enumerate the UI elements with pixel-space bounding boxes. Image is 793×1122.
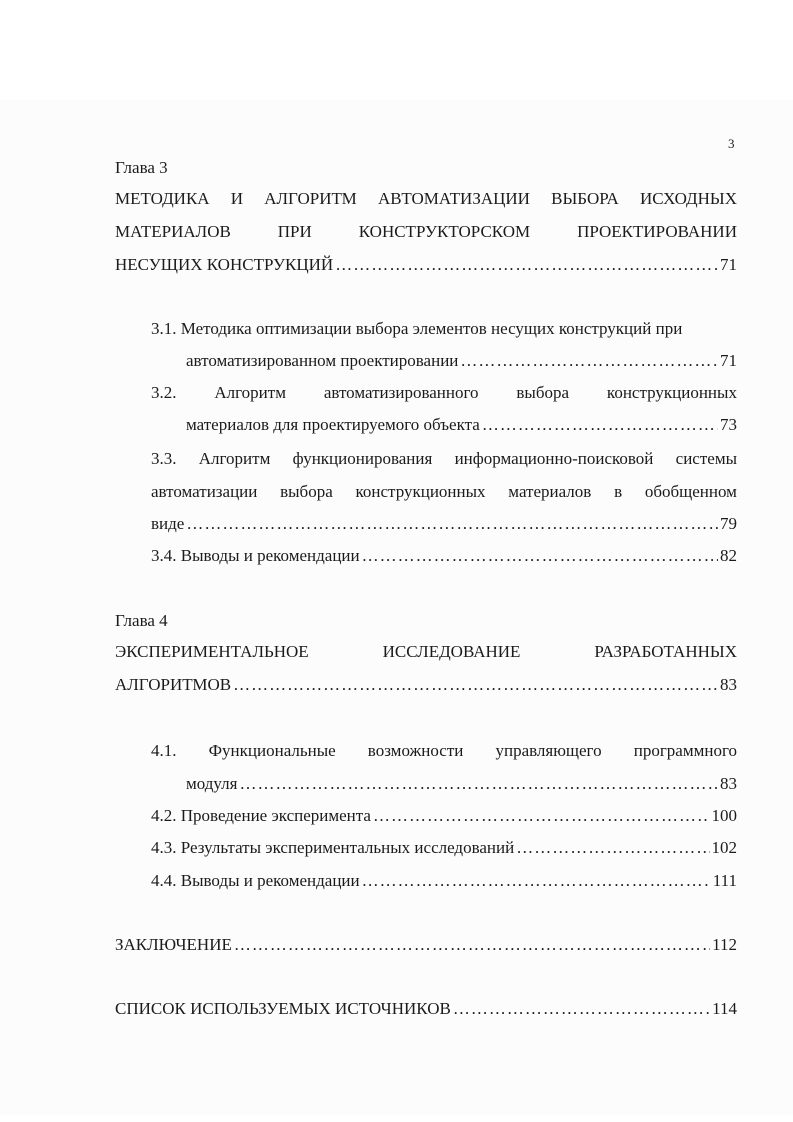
dot-leader — [460, 350, 718, 372]
title-word: АВТОМАТИЗАЦИИ — [377, 189, 530, 208]
entry-title: АЛГОРИТМОВ — [115, 675, 232, 694]
chapter4-label: Глава 4 — [115, 611, 168, 630]
title-word: МЕТОДИКА — [115, 189, 210, 208]
toc-entry-3-2-line1[interactable] — [151, 382, 737, 404]
toc-entry-4-3[interactable] — [151, 837, 737, 859]
toc-entry-3-2[interactable] — [186, 414, 737, 436]
dot-leader — [239, 773, 718, 795]
entry-word: 4.1. — [151, 741, 177, 760]
entry-word: Функциональные — [208, 741, 336, 760]
entry-title: 4.3. Результаты экспериментальных исследований — [151, 838, 515, 857]
title-word: ВЫБОРА — [551, 189, 619, 208]
toc-entry-references[interactable] — [115, 998, 737, 1020]
dot-leader — [362, 870, 711, 892]
chapter4-title-line1 — [115, 641, 737, 663]
toc-entry-conclusion[interactable] — [115, 934, 737, 956]
entry-title: 3.4. Выводы и рекомендации — [151, 546, 360, 565]
dot-leader — [373, 805, 710, 827]
toc-entry-3-3-line1[interactable] — [151, 448, 737, 470]
entry-page: 100 — [711, 806, 737, 825]
entry-page: 112 — [712, 935, 737, 954]
entry-word: 3.3. — [151, 449, 177, 468]
page-number: 3 — [728, 136, 735, 151]
entry-title: виде — [151, 514, 185, 533]
entry-word: автоматизированного — [323, 383, 479, 402]
entry-word: программного — [633, 741, 737, 760]
toc-entry-3-3-line2[interactable] — [151, 481, 737, 503]
toc-entry-chapter4[interactable] — [115, 674, 737, 696]
entry-page: 83 — [720, 774, 737, 793]
title-word: ПРОЕКТИРОВАНИИ — [577, 222, 737, 241]
entry-title: НЕСУЩИХ КОНСТРУКЦИЙ — [115, 255, 334, 274]
title-word: КОНСТРУКТОРСКОМ — [358, 222, 531, 241]
title-word: РАЗРАБОТАННЫХ — [594, 642, 737, 661]
entry-word: системы — [675, 449, 737, 468]
entry-page: 79 — [720, 514, 737, 533]
title-word: ИССЛЕДОВАНИЕ — [382, 642, 521, 661]
toc-entry-3-3[interactable] — [151, 513, 737, 535]
entry-title: материалов для проектируемого объекта — [186, 415, 480, 434]
entry-word: Алгоритм — [214, 383, 286, 402]
toc-entry-3-4[interactable] — [151, 545, 737, 567]
entry-word: обобщенном — [644, 482, 737, 501]
dot-leader — [186, 513, 718, 535]
toc-entry-4-1-line1[interactable] — [151, 740, 737, 762]
entry-word: конструкционных — [355, 482, 486, 501]
dot-leader — [482, 414, 718, 436]
entry-page: 111 — [712, 871, 737, 890]
dot-leader — [233, 674, 718, 696]
entry-word: информационно-поисковой — [454, 449, 654, 468]
entry-page: 73 — [720, 415, 737, 434]
entry-word: автоматизации — [151, 482, 258, 501]
entry-title: 4.2. Проведение эксперимента — [151, 806, 371, 825]
entry-title: ЗАКЛЮЧЕНИЕ — [115, 935, 232, 954]
toc-entry-4-2[interactable] — [151, 805, 737, 827]
entry-word: 3.2. — [151, 383, 177, 402]
entry-word: функционирования — [292, 449, 433, 468]
title-word: МАТЕРИАЛОВ — [115, 222, 231, 241]
toc-entry-3-1-line1[interactable]: 3.1. Методика оптимизации выбора элементов несущих конструкций при — [151, 319, 683, 338]
toc-entry-chapter3[interactable] — [115, 254, 737, 276]
entry-word: возможности — [367, 741, 464, 760]
dot-leader — [234, 934, 710, 956]
toc-entry-3-1[interactable] — [186, 350, 737, 372]
entry-word: в — [614, 482, 623, 501]
dot-leader — [362, 545, 718, 567]
entry-word: Алгоритм — [198, 449, 271, 468]
toc-entry-4-1[interactable] — [186, 773, 737, 795]
toc-entry-4-4[interactable] — [151, 870, 737, 892]
entry-title: СПИСОК ИСПОЛЬЗУЕМЫХ ИСТОЧНИКОВ — [115, 999, 451, 1018]
title-word: И — [230, 189, 244, 208]
entry-title: автоматизированном проектировании — [186, 351, 459, 370]
entry-page: 71 — [720, 255, 737, 274]
chapter3-label: Глава 3 — [115, 158, 168, 177]
entry-word: управляющего — [495, 741, 602, 760]
title-word: ИСХОДНЫХ — [639, 189, 737, 208]
title-word: АЛГОРИТМ — [264, 189, 357, 208]
entry-word: конструкционных — [606, 383, 737, 402]
entry-page: 83 — [720, 675, 737, 694]
entry-page: 71 — [720, 351, 737, 370]
title-word: ПРИ — [277, 222, 312, 241]
dot-leader — [453, 998, 710, 1020]
entry-title: 4.4. Выводы и рекомендации — [151, 871, 360, 890]
entry-word: выбора — [516, 383, 570, 402]
dot-leader — [335, 254, 718, 276]
entry-word: выбора — [280, 482, 333, 501]
scan-background — [0, 100, 793, 1115]
entry-page: 82 — [720, 546, 737, 565]
entry-title: модуля — [186, 774, 238, 793]
chapter3-title-line2 — [115, 221, 737, 243]
chapter3-title-line1 — [115, 188, 737, 210]
dot-leader — [516, 837, 709, 859]
entry-page: 114 — [712, 999, 737, 1018]
entry-page: 102 — [711, 838, 737, 857]
title-word: ЭКСПЕРИМЕНТАЛЬНОЕ — [115, 642, 309, 661]
entry-word: материалов — [508, 482, 592, 501]
